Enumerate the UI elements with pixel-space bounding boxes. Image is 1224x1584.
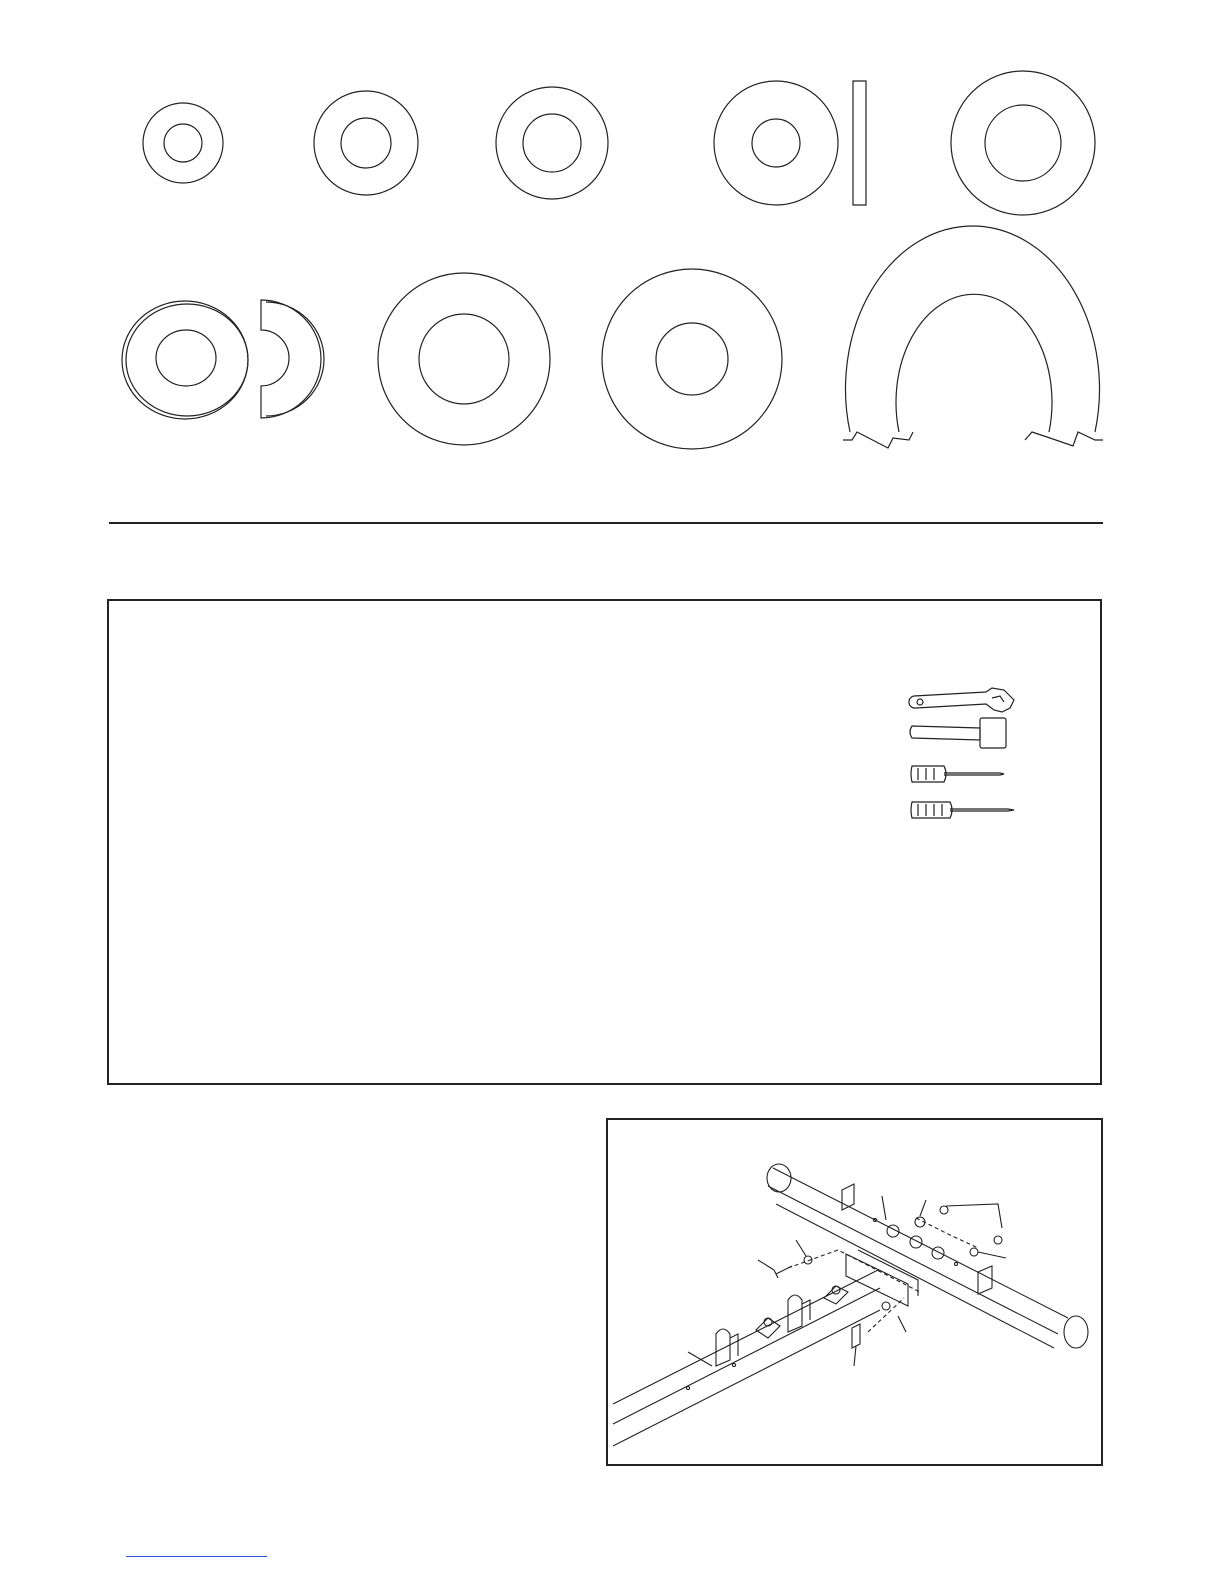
small-washer-icon <box>143 103 223 183</box>
large-washer-icon <box>951 71 1095 215</box>
tools-panel <box>107 599 1102 1085</box>
frame-assembly-diagram-icon <box>608 1120 1101 1464</box>
partial-ring-icon <box>843 226 1103 448</box>
adjustable-wrench-icon <box>909 688 1014 712</box>
tools-illustration <box>904 686 1034 846</box>
footer-link-underline <box>126 1556 267 1557</box>
phillips-screwdriver-icon <box>911 802 1014 818</box>
washer-parts-illustration <box>0 0 1224 520</box>
medium-washer-icon <box>496 87 608 199</box>
washer-with-side-profile-icon <box>714 81 866 205</box>
flat-screwdriver-icon <box>911 766 1004 782</box>
split-washer-icon <box>122 300 324 419</box>
large-washer-icon <box>378 273 550 445</box>
section-divider <box>109 522 1103 524</box>
medium-washer-icon <box>314 91 418 195</box>
large-washer-icon <box>602 269 782 449</box>
assembly-figure <box>606 1118 1103 1466</box>
rubber-mallet-icon <box>910 718 1006 748</box>
